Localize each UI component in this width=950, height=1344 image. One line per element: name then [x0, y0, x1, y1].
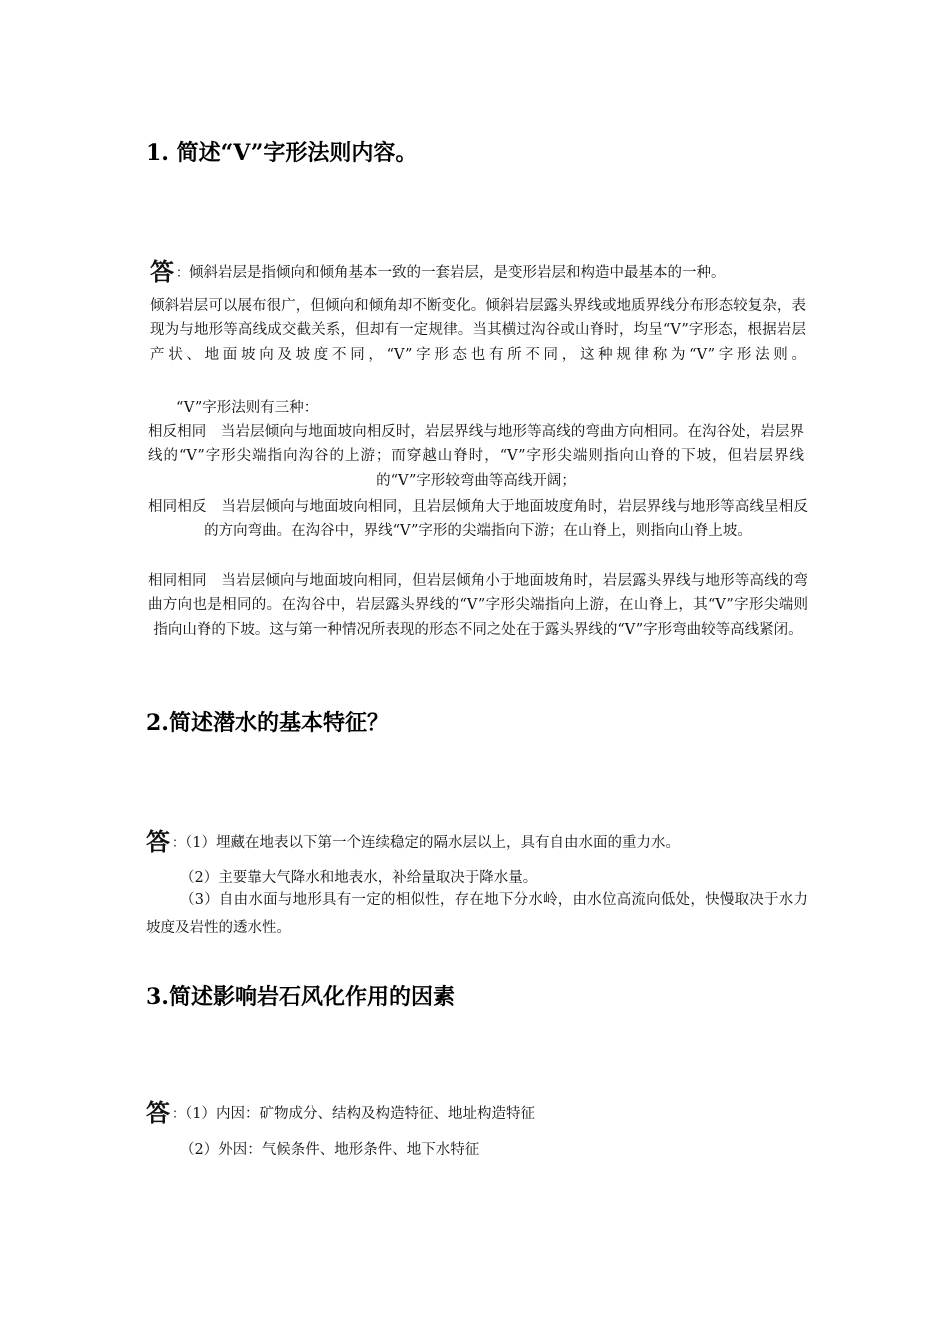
- answer-1-rule-2: 相同相反 当岩层倾向与地面坡向相同，且岩层倾角大于地面坡度角时，岩层界线与地形等高线呈相反的方向弯曲。在沟谷中，界线“V”字形的尖端指向下游；在山脊上，则指向山脊上坡。: [148, 499, 808, 540]
- answer-1-lead: [150, 257, 726, 286]
- answer-1-label: 答: [150, 257, 174, 286]
- answer-1-colon: ：: [176, 266, 190, 281]
- answer-2-item-1: （1）埋藏在地表以下第一个连续稳定的隔水层以上，具有自由水面的重力水。: [185, 835, 680, 851]
- answer-2-label: 答: [146, 827, 170, 856]
- answer-1-intro: 倾斜岩层可以展布很广，但倾向和倾角却不断变化。倾斜岩层露头界线或地质界线分布形态较复杂，表现为与地形等高线成交截关系，但却有一定规律。当其横过沟谷或山脊时，均呈“V”字形态，根据岩层产状、地面坡向及坡度不同，“V”字形态也有所不同，这种规律称为“V”字形法则。: [150, 298, 806, 363]
- answer-2-item-3: （3）自由水面与地形具有一定的相似性，存在地下分水岭，由水位高流向低处，快慢取决于水力坡度及岩性的透水性。: [146, 892, 808, 936]
- answer-1-rule-1: 相反相同 当岩层倾向与地面坡向相反时，岩层界线与地形等高线的弯曲方向相同。在沟谷处，岩层界线的“V”字形尖端指向沟谷的上游；而穿越山脊时，“V”字形尖端则指向山脊的下坡，但岩层界线的“V”字形较弯曲等高线开阔；: [148, 424, 804, 489]
- answer-1-three-kinds: “V”字形法则有三种：: [176, 400, 319, 416]
- answer-3-colon: ：: [172, 1107, 186, 1122]
- question-1-title: 1. 简述“V”字形法则内容。: [146, 140, 418, 166]
- answer-3-label: 答: [146, 1098, 170, 1127]
- answer-2-lead: [146, 827, 680, 856]
- answer-3-item-1: （1）内因：矿物成分、结构及构造特征、地址构造特征: [185, 1106, 535, 1122]
- answer-3-lead: [146, 1098, 535, 1127]
- answer-2-item-2: （2）主要靠大气降水和地表水，补给量取决于降水量。: [180, 870, 538, 886]
- answer-1-rule-3: 相同相同 当岩层倾向与地面坡向相同，但岩层倾角小于地面坡角时，岩层露头界线与地形等高线的弯曲方向也是相同的。在沟谷中，岩层露头界线的“V”字形尖端指向上游，在山脊上，其“V”字形尖端则指向山脊的下坡。这与第一种情况所表现的形态不同之处在于露头界线的“V”字形弯曲较等高线紧闭。: [148, 573, 808, 638]
- answer-3-item-2: （2）外因：气候条件、地形条件、地下水特征: [180, 1142, 480, 1158]
- answer-2-colon: ：: [172, 836, 186, 851]
- question-3-title: 3.简述影响岩石风化作用的因素: [146, 984, 455, 1010]
- question-2-title: 2.简述潜水的基本特征？: [146, 710, 389, 736]
- answer-1-lead-text: 倾斜岩层是指倾向和倾角基本一致的一套岩层，是变形岩层和构造中最基本的一种。: [189, 265, 726, 281]
